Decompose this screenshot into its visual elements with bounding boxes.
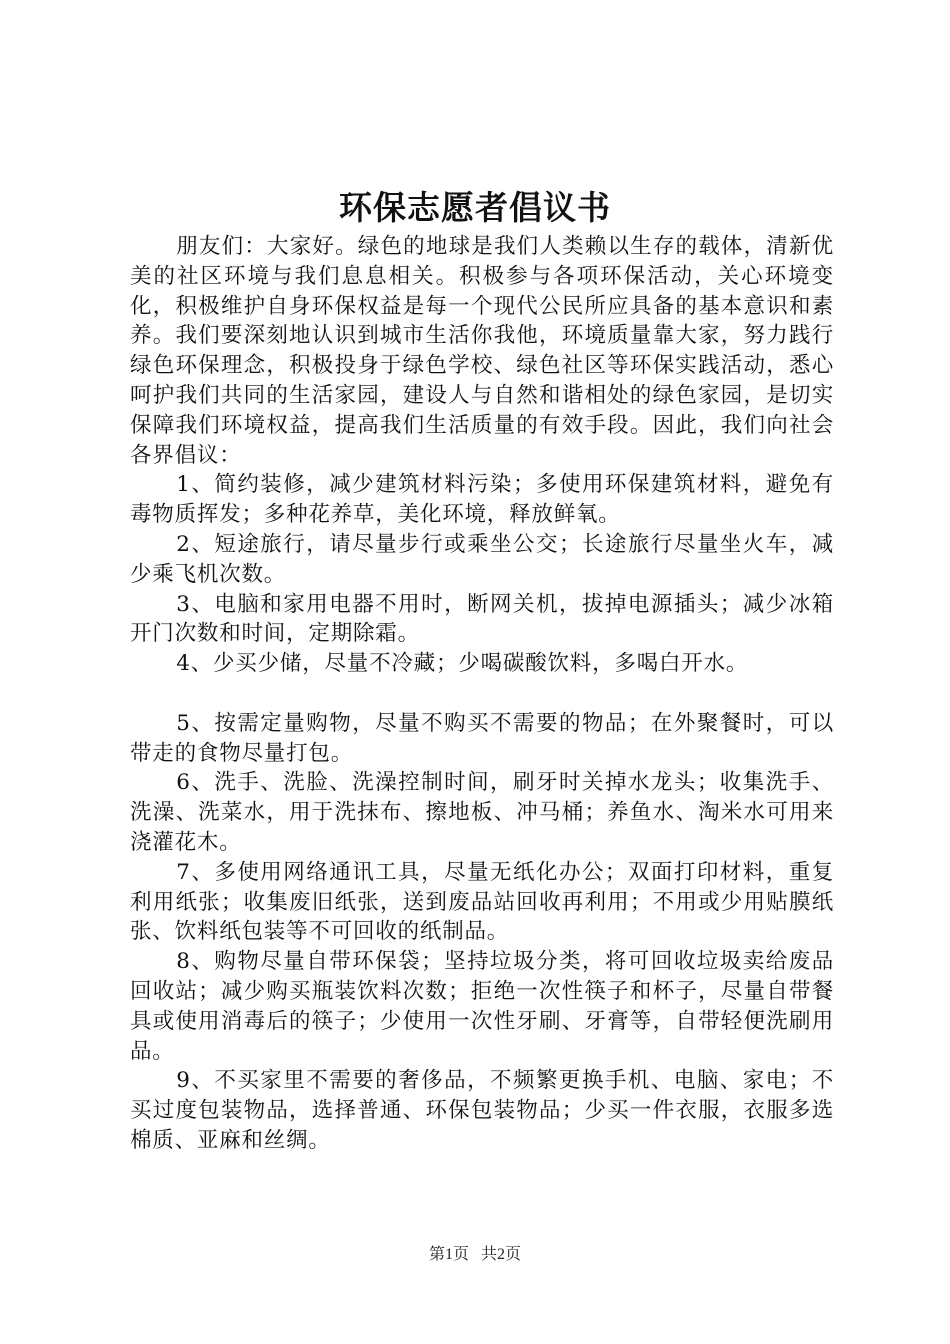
list-item: 5、按需定量购物，尽量不购买不需要的物品；在外聚餐时，可以带走的食物尽量打包。 — [130, 710, 834, 766]
list-item: 9、不买家里不需要的奢侈品，不频繁更换手机、电脑、家电；不买过度包装物品，选择普通、环保包装物品；少买一件衣服，衣服多选棉质、亚麻和丝绸。 — [130, 1068, 834, 1153]
document-title: 环保志愿者倡议书 — [339, 188, 611, 227]
page-total: 共2页 — [481, 1246, 522, 1263]
list-item: 7、多使用网络通讯工具，尽量无纸化办公；双面打印材料，重复利用纸张；收集废旧纸张，送到废品站回收再利用；不用或少用贴膜纸张、饮料纸包装等不可回收的纸制品。 — [130, 859, 834, 945]
list-item: 4、少买少储，尽量不冷藏；少喝碳酸饮料，多喝白开水。 — [176, 651, 749, 677]
list-item: 6、洗手、洗脸、洗澡控制时间，刷牙时关掉水龙头；收集洗手、洗澡、洗菜水，用于洗抹布、擦地板、冲马桶；养鱼水、淘米水可用来浇灌花木。 — [130, 770, 834, 855]
page-number: 第1页 — [428, 1246, 469, 1263]
list-item: 8、购物尽量自带环保袋；坚持垃圾分类，将可回收垃圾卖给废品回收站；减少购买瓶装饮料次数；拒绝一次性筷子和杯子，尽量自带餐具或使用消毒后的筷子；少使用一次性牙刷、牙膏等，自带轻便洗刷用品。 — [130, 949, 834, 1064]
document-body — [130, 232, 834, 1156]
page-footer — [0, 1245, 950, 1265]
list-item: 2、短途旅行，请尽量步行或乘坐公交；长途旅行尽量坐火车，减少乘飞机次数。 — [130, 531, 834, 587]
intro-paragraph: 朋友们：大家好。绿色的地球是我们人类赖以生存的载体，清新优美的社区环境与我们息息相关。积极参与各项环保活动，关心环境变化，积极维护自身环保权益是每一个现代公民所应具备的基本意识和素养。我们要深刻地认识到城市生活你我他，环境质量靠大家，努力践行绿色环保理念，积极投身于绿色学校、绿色社区等环保实践活动，悉心呵护我们共同的生活家园，建设人与自然和谐相处的绿色家园，是切实保障我们环境权益，提高我们生活质量的有效手段。因此，我们向社会各界倡议： — [130, 234, 834, 468]
list-item: 3、电脑和家用电器不用时，断网关机，拔掉电源插头；减少冰箱开门次数和时间，定期除霜。 — [130, 591, 834, 647]
list-item: 1、简约装修，减少建筑材料污染；多使用环保建筑材料，避免有毒物质挥发；多种花养草，美化环境，释放鲜氧。 — [130, 472, 834, 528]
